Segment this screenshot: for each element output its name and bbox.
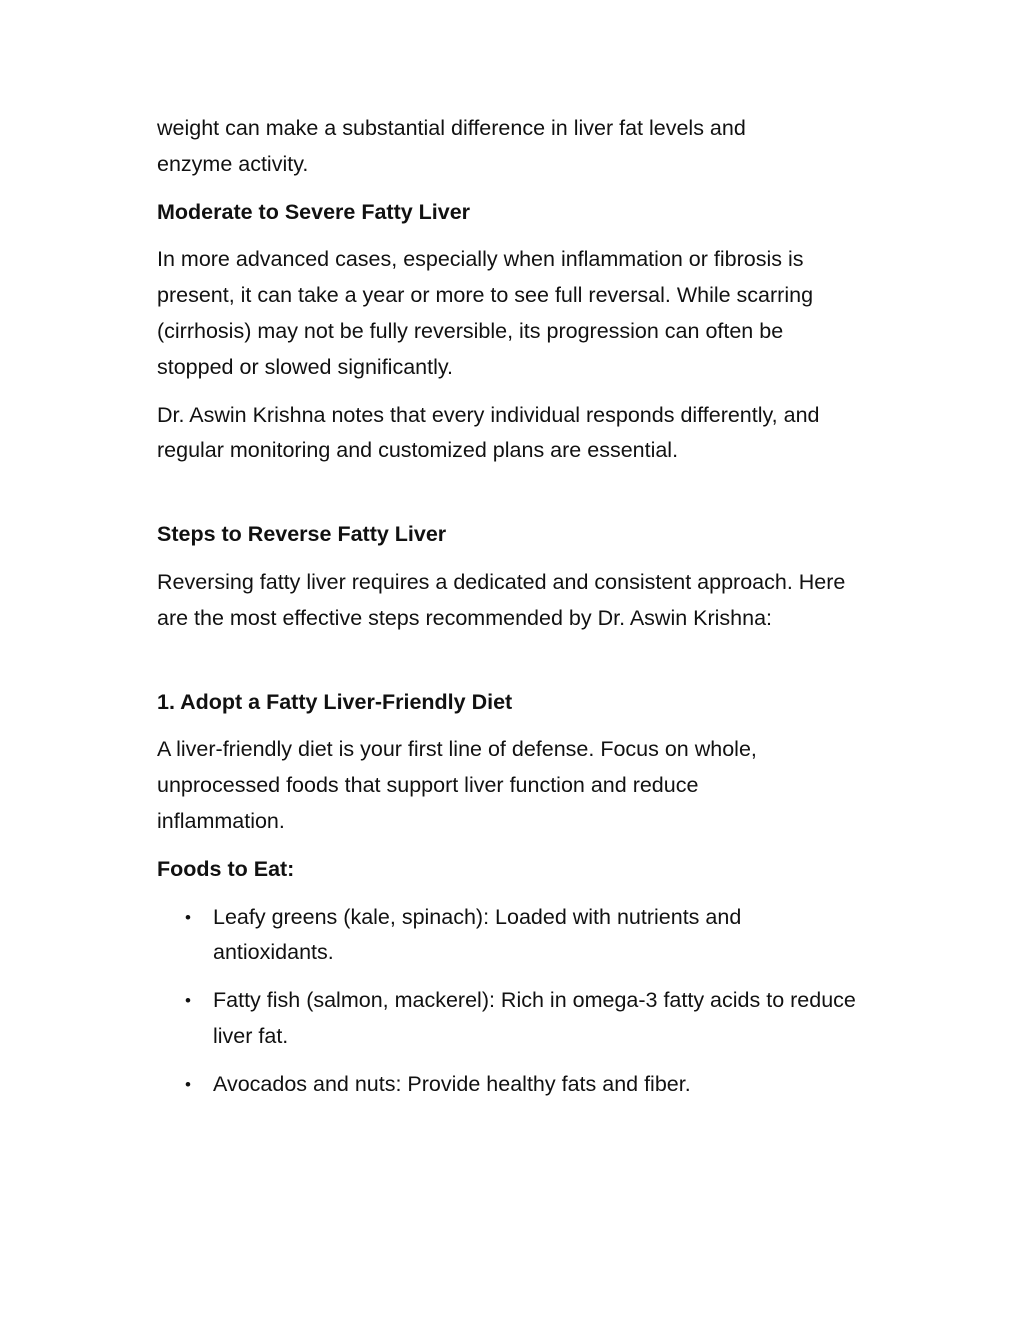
diet-paragraph: A liver-friendly diet is your first line of defense. Focus on whole, unprocessed foods that support liver function and reduce inflammation. xyxy=(157,737,757,833)
heading-moderate-severe: Moderate to Severe Fatty Liver xyxy=(157,199,471,224)
spacer xyxy=(157,649,877,685)
list-item-text: Fatty fish (salmon, mackerel): Rich in omega-3 fatty acids to reduce liver fat. xyxy=(213,988,856,1048)
document-page xyxy=(157,111,877,1115)
intro-paragraph: weight can make a substantial difference in liver fat levels and enzyme activity. xyxy=(157,116,746,176)
list-item xyxy=(157,900,833,972)
heading-foods-to-eat: Foods to Eat: xyxy=(157,856,295,881)
list-item xyxy=(157,983,893,1055)
bullet-icon: • xyxy=(185,907,191,927)
foods-list xyxy=(157,900,877,1103)
heading-steps: Steps to Reverse Fatty Liver xyxy=(157,522,447,547)
advanced-cases-paragraph: In more advanced cases, especially when inflammation or fibrosis is present, it can take a year or more to see full reversal. While scarring (cirrhosis) may not be fully reversible, its progression can often be stopped or slowed significantly. xyxy=(157,247,814,379)
bullet-icon: • xyxy=(185,1074,191,1094)
heading-diet: 1. Adopt a Fatty Liver-Friendly Diet xyxy=(157,689,513,714)
list-item xyxy=(157,1067,893,1103)
list-item-text: Avocados and nuts: Provide healthy fats and fiber. xyxy=(213,1071,691,1096)
steps-intro-paragraph: Reversing fatty liver requires a dedicated and consistent approach. Here are the most effective steps recommended by Dr. Aswin Krishna: xyxy=(157,569,846,630)
list-item-text: Leafy greens (kale, spinach): Loaded with nutrients and antioxidants. xyxy=(213,904,742,965)
monitoring-paragraph: Dr. Aswin Krishna notes that every individual responds differently, and regular monitoring and customized plans are essential. xyxy=(157,402,820,463)
bullet-icon: • xyxy=(185,991,191,1011)
spacer xyxy=(157,481,877,517)
